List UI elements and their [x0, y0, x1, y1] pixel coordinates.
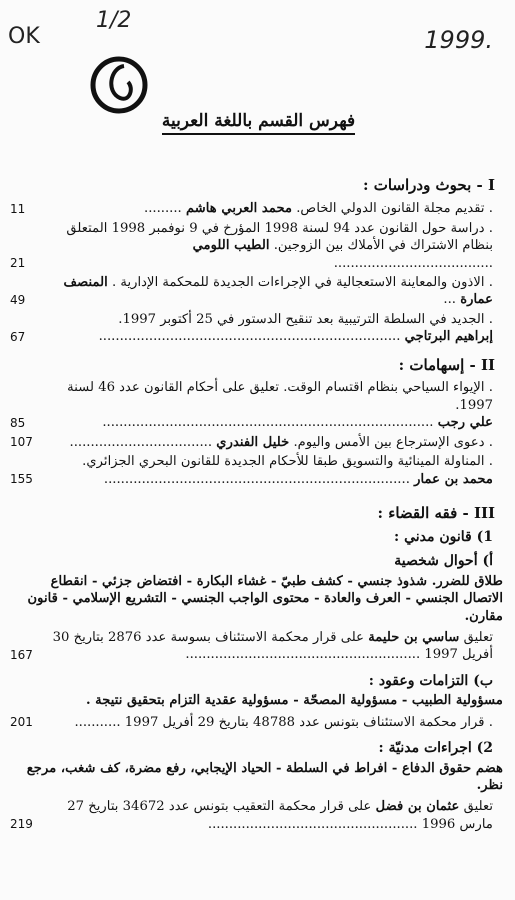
section-2-heading: II - إسهامات : [398, 355, 495, 374]
entry-author: علي رجب [437, 415, 493, 431]
entry-author: إبراهيم البرتاجي [404, 329, 493, 345]
entry-text: الجديد في السلطة الترتيبية بعد تنقيح الدستور في 25 أكتوبر 1997. [118, 311, 485, 327]
handwritten-fraction: 1/2 [96, 8, 132, 33]
page-number: 219 [10, 817, 33, 832]
entry-text: دراسة حول القانون عدد 94 لسنة 1998 المؤرخ في 9 نوفمبر 1998 المتعلق بنظام الاشتراك في الأملاك بين الزوجين. [66, 220, 493, 254]
entry-text: على قرار محكمة التعقيب بتونس عدد 34672 بتاريخ 27 مارس 1996 [67, 799, 493, 832]
entry-text: على قرار محكمة الاستئناف بسوسة عدد 2876 بتاريخ 30 أفريل 1997 [52, 629, 493, 663]
toc-entry: تعليق ساسي بن حليمة على قرار محكمة الاستئناف بسوسة عدد 2876 بتاريخ 30 أفريل 1997 ........................................................ 167 [10, 629, 493, 663]
toc-entry: . دعوى الإسترجاع بين الأمس واليوم. خليل الفندري .................................. 107 [10, 434, 493, 450]
toc-entry: . قرار محكمة الاستئناف بتونس عدد 48788 بتاريخ 29 أفريل 1997 ........... 201 [10, 714, 493, 730]
toc-entry: . دراسة حول القانون عدد 94 لسنة 1998 المؤرخ في 9 نوفمبر 1998 المتعلق بنظام الاشتراك في الأملاك بين الزوجين. الطيب اللومي ...................................... 21 [10, 220, 493, 271]
entry-author: محمد بن عمار [414, 471, 493, 487]
page-number: 49 [10, 292, 26, 307]
entry-text: قرار محكمة الاستئناف بتونس عدد 48788 بتاريخ 29 أفريل 1997 [124, 714, 485, 730]
keywords-obligations: مسؤولية الطبيب - مسؤولية المصحّة - مسؤولية عقدية التزام بتحقيق نتيجة . [86, 693, 503, 709]
entry-author: الطيب اللومي [192, 238, 270, 254]
page-number: 167 [10, 647, 33, 662]
subsection-obligations: ب) التزامات وعقود : [368, 672, 493, 689]
page-number: 21 [10, 256, 26, 271]
toc-entry: . الجديد في السلطة الترتيبية بعد تنقيح الدستور في 25 أكتوبر 1997. إبراهيم البرتاجي ........................................................................ 67 [10, 311, 493, 345]
page-number: 85 [10, 415, 26, 430]
entry-author: خليل الفندري [216, 434, 290, 450]
keywords-personal-status: طلاق للضرر. شذوذ جنسي - كشف طبيّ - غشاء البكارة - افتضاض جزئي - انقطاع الاتصال الجنسي - العرف والعادة - محتوى الواجب الجنسي - التشريع الإسلامي - قانون مقارن. [27, 573, 503, 624]
page-number: 201 [10, 715, 33, 730]
subsection-civil-procedure: 2) اجراءات مدنيّة : [378, 740, 493, 757]
page-number: 107 [10, 435, 33, 450]
toc-entry: . الاذون والمعاينة الاستعجالية في الإجراءات الجديدة للمحكمة الإدارية . المنصف عمارة ... 49 [10, 274, 493, 308]
toc-entry: تعليق عثمان بن فضل على قرار محكمة التعقيب بتونس عدد 34672 بتاريخ 27 مارس 1996 .................................................. 219 [10, 799, 493, 832]
index-page [10, 110, 507, 900]
keywords-civil-procedure: هضم حقوق الدفاع - افراط في السلطة - الحياد الإيجابي، رفع مضرة، كف شغب، مرجع نظر. [26, 760, 503, 793]
toc-entry: . المناولة المينائية والتسويق طبقا للأحكام الجديدة للقانون البحري الجزائري. محمد بن عمار ......................................................................... 155 [10, 454, 493, 487]
circular-stamp-mark [86, 52, 152, 118]
subsection-civil-law: 1) قانون مدني : [394, 528, 493, 545]
entry-author: المنصف عمارة [63, 274, 493, 308]
entry-text: تقديم مجلة القانون الدولي الخاص. [296, 201, 485, 217]
entry-author: ساسي بن حليمة [368, 629, 460, 645]
entry-text: الإيواء السياحي بنظام اقتسام الوقت. تعليق على أحكام القانون عدد 46 لسنة 1997. [67, 380, 493, 413]
entry-author: عثمان بن فضل [375, 799, 460, 815]
section-1-heading: I - بحوث ودراسات : [362, 176, 495, 195]
page-number: 155 [10, 472, 33, 487]
entry-text: دعوى الإسترجاع بين الأمس واليوم. [293, 434, 485, 450]
entry-text: المناولة المينائية والتسويق طبقا للأحكام الجديدة للقانون البحري الجزائري. [82, 454, 485, 470]
toc-entry: . الإيواء السياحي بنظام اقتسام الوقت. تعليق على أحكام القانون عدد 46 لسنة 1997. علي رجب ............................................................................... 85 [10, 380, 493, 431]
subsection-personal-status: أ) أحوال شخصية [394, 553, 493, 570]
page-number: 67 [10, 329, 26, 344]
page-title: فهرس القسم باللغة العربية [10, 110, 507, 132]
entry-author: محمد العربي هاشم [185, 201, 293, 217]
handwritten-ok: OK [8, 24, 40, 49]
page-number: 11 [10, 201, 26, 216]
toc-entry: . تقديم مجلة القانون الدولي الخاص. محمد العربي هاشم ......... 11 [10, 201, 493, 217]
handwritten-year: 1999. [424, 26, 493, 54]
entry-text: الاذون والمعاينة الاستعجالية في الإجراءات الجديدة للمحكمة الإدارية . [112, 274, 485, 290]
section-3-heading: III - فقه القضاء : [377, 503, 495, 522]
